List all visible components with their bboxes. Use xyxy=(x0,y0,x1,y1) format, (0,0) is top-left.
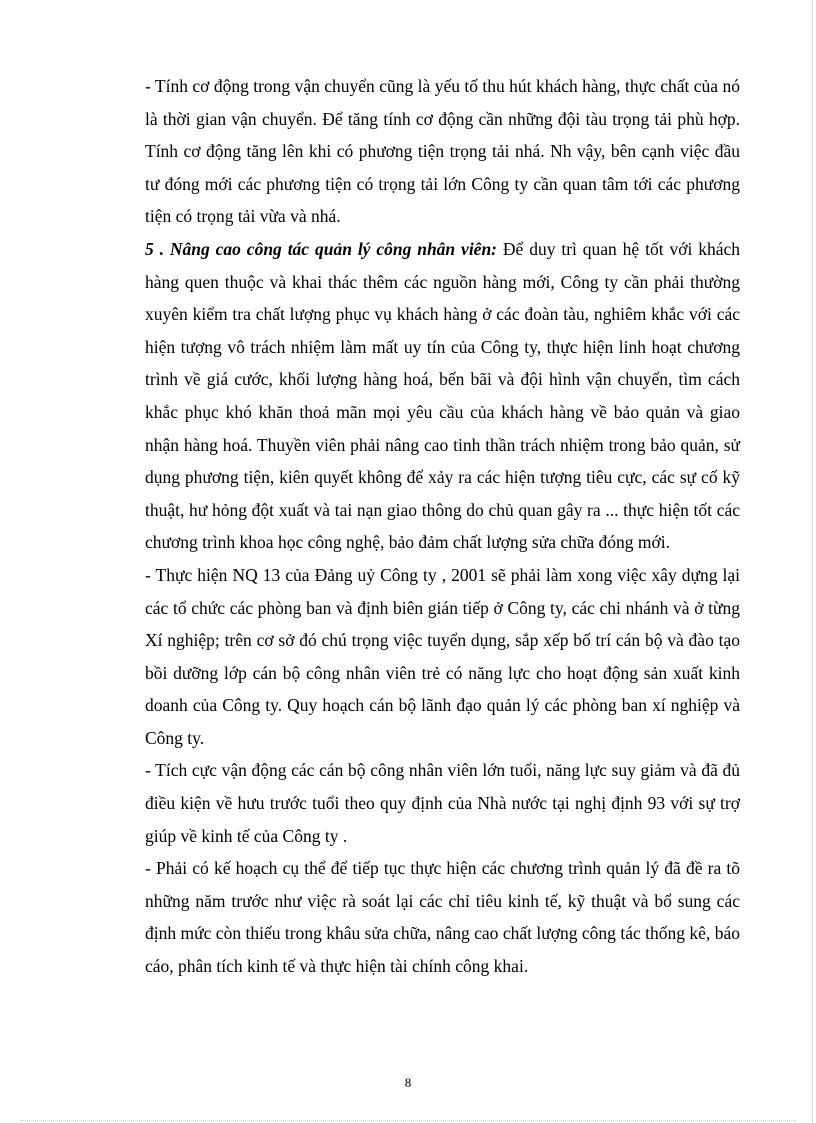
paragraph-text: - Tích cực vận động các cán bộ công nhân viên lớn tuổi, năng lực suy giảm và đã đủ điều kiện về hưu trước tuổi theo quy định của Nhà nước tại nghị định 93 với sự trợ giúp về kinh tế của Công ty . xyxy=(145,760,740,846)
page-number: 8 xyxy=(404,1075,412,1090)
page-bottom-divider xyxy=(20,1120,796,1121)
page-right-divider xyxy=(812,0,813,1123)
paragraph-mobility xyxy=(145,70,740,233)
paragraph-text: Để duy trì quan hệ tốt với khách hàng quen thuộc và khai thác thêm các nguồn hàng mới, Công ty cần phải thường xuyên kiểm tra chất lượng phục vụ khách hàng ở các đoàn tàu, nghiêm khắc với các hiện tượng vô trách nhiệm làm mất uy tín của Công ty, thực hiện linh hoạt chương trình về giá cước, khối lượng hàng hoá, bến bãi và đội hình vận chuyển, tìm cách khắc phục khó khăn thoả mãn mọi yêu cầu của khách hàng về bảo quản và giao nhận hàng hoá. Thuyền viên phải nâng cao tinh thần trách nhiệm trong bảo quản, sử dụng phương tiện, kiên quyết không để xảy ra các hiện tượng tiêu cực, các sự cố kỹ thuật, hư hỏng đột xuất và tai nạn giao thông do chủ quan gây ra ... thực hiện tốt các chương trình khoa học công nghệ, bảo đảm chất lượng sửa chữa đóng mới. xyxy=(145,238,740,553)
paragraph-text: - Thực hiện NQ 13 của Đảng uỷ Công ty , 2001 sẽ phải làm xong việc xây dựng lại các tổ chức các phòng ban và định biên gián tiếp ở Công ty, các chi nhánh và ở từng Xí nghiệp; trên cơ sở đó chú trọng việc tuyển dụng, sắp xếp bố trí cán bộ và đào tạo bồi dưỡng lớp cán bộ công nhân viên trẻ có năng lực cho hoạt động sản xuất kinh doanh của Công ty. Quy hoạch cán bộ lãnh đạo quản lý các phòng ban xí nghiệp và Công ty. xyxy=(145,564,740,748)
document-body xyxy=(145,70,740,983)
paragraph-management-plan xyxy=(145,852,740,982)
section-heading: 5 . Nâng cao công tác quản lý công nhân viên: xyxy=(145,238,498,259)
paragraph-text: - Tính cơ động trong vận chuyển cũng là yếu tố thu hút khách hàng, thực chất của nó là thời gian vận chuyển. Để tăng tính cơ động cần những đội tàu trọng tải phù hợp. Tính cơ động tăng lên khi có phương tiện trọng tải nhá. Nh vậy, bên cạnh việc đầu tư đóng mới các phương tiện có trọng tải lớn Công ty cần quan tâm tới các phương tiện có trọng tải vừa và nhá. xyxy=(145,76,740,227)
paragraph-early-retirement xyxy=(145,754,740,852)
paragraph-staff-management xyxy=(145,233,740,559)
paragraph-nq13 xyxy=(145,559,740,755)
paragraph-text: - Phải có kế hoạch cụ thể để tiếp tục thực hiện các chương trình quản lý đã đề ra tõ những năm trước như việc rà soát lại các chỉ tiêu kinh tế, kỹ thuật và bổ sung các định mức còn thiếu trong khâu sửa chữa, nâng cao chất lượng công tác thống kê, báo cáo, phân tích kinh tế và thực hiện tài chính công khai. xyxy=(145,858,740,977)
